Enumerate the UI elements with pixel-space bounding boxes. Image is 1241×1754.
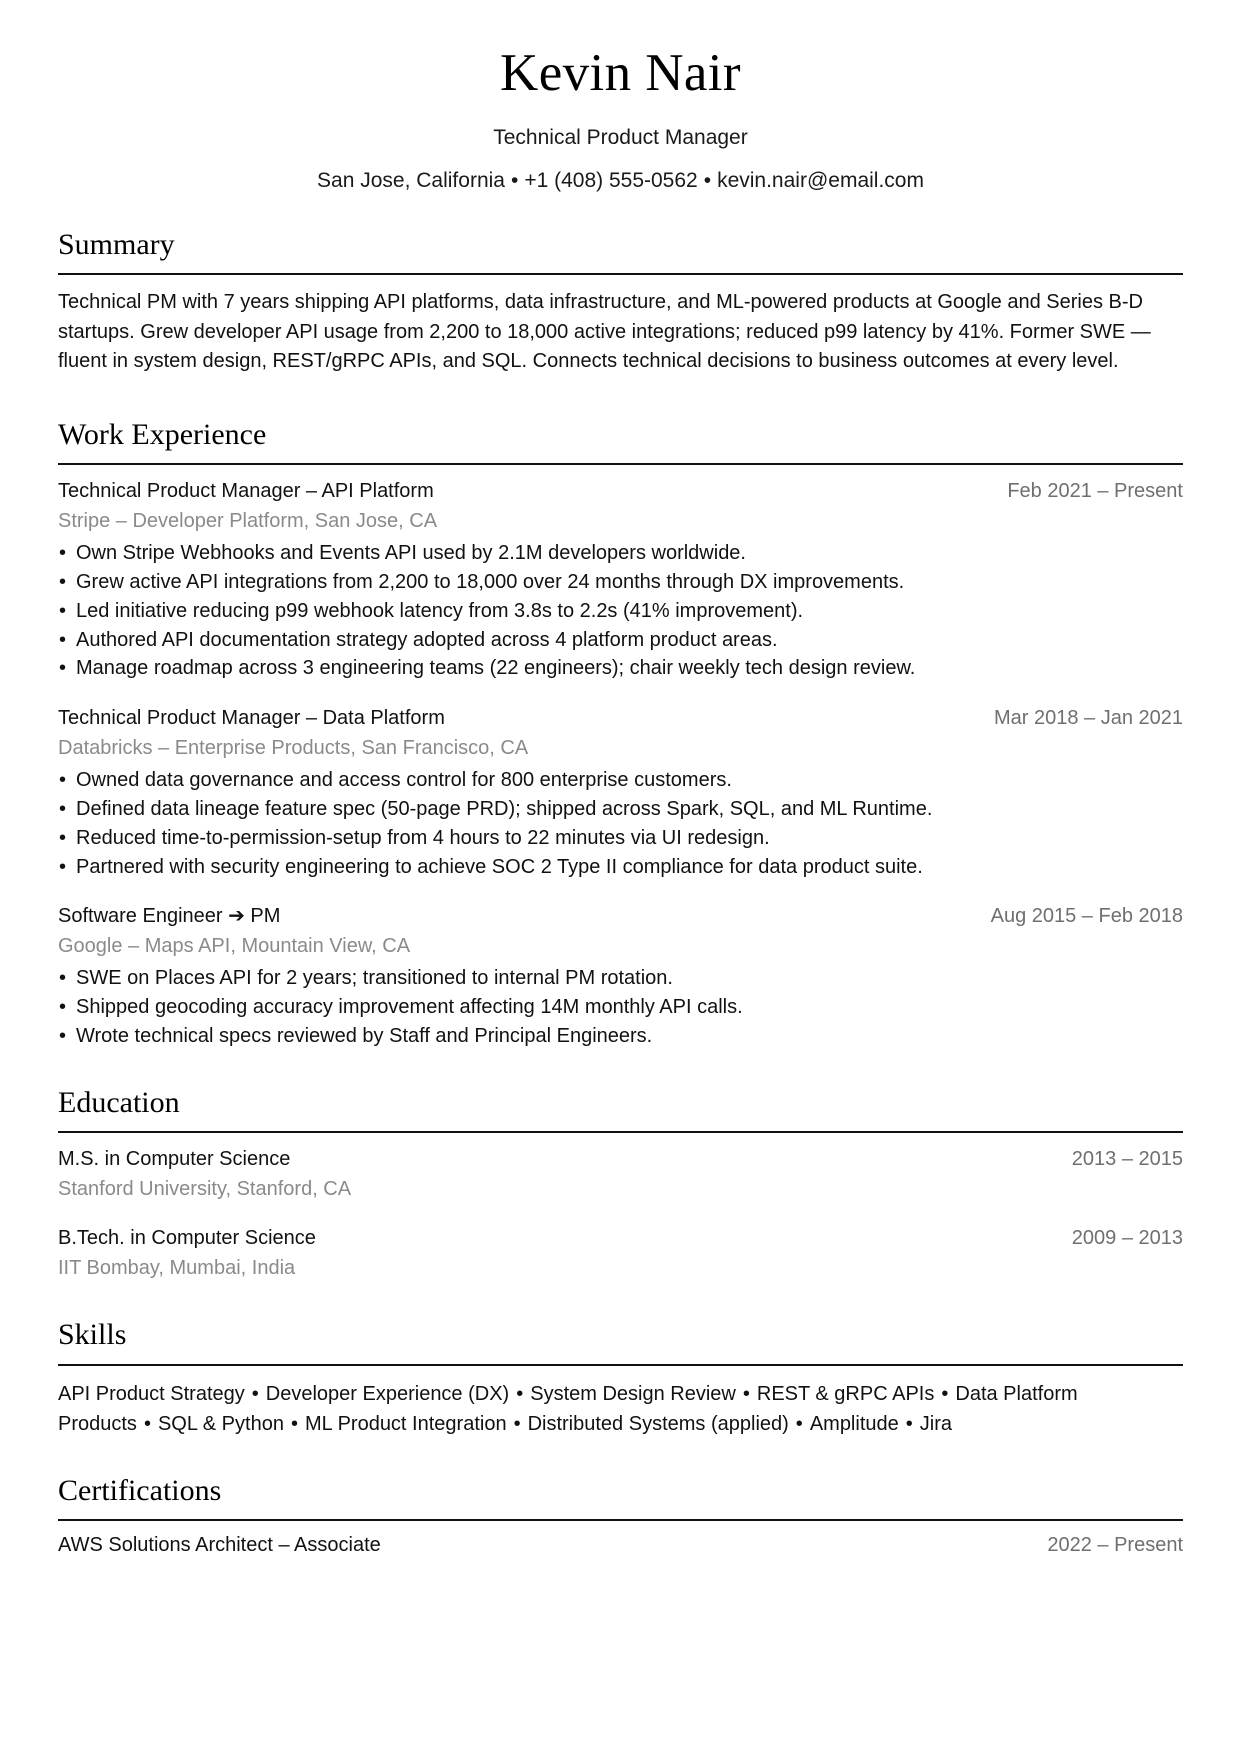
work-entry-org: Google – Maps API, Mountain View, CA (58, 935, 411, 958)
bullet-item: • Owned data governance and access control for 800 enterprise customers. (58, 766, 1183, 795)
skill-item: ML Product Integration (304, 1412, 507, 1435)
work-entry-bullets (58, 964, 1183, 1050)
skill-item: API Product Strategy (58, 1382, 245, 1405)
contact-location: San Jose, California (317, 168, 505, 192)
work-entry-role: Technical Product Manager – API Platform (58, 480, 434, 503)
section-title-certifications: Certifications (58, 1473, 222, 1507)
work-entry-dates: Feb 2021 – Present (1007, 480, 1183, 503)
work-entry-role: Software Engineer ➔ PM (58, 905, 281, 928)
contact-line (58, 168, 1183, 193)
candidate-title: Technical Product Manager (493, 126, 748, 150)
work-entry-org: Databricks – Enterprise Products, San Francisco, CA (58, 737, 529, 760)
education-entry (58, 1146, 1183, 1204)
section-divider-summary (58, 273, 1183, 275)
education-dates: 2013 – 2015 (1071, 1148, 1183, 1171)
section-divider-skills (58, 1364, 1183, 1366)
education-dates: 2009 – 2013 (1071, 1227, 1183, 1250)
work-entry (58, 705, 1183, 881)
skill-item: REST & gRPC APIs (756, 1382, 935, 1405)
bullet-item: • Partnered with security engineering to achieve SOC 2 Type II compliance for data product suite. (58, 853, 1183, 882)
section-work-experience (58, 417, 1183, 1051)
education-degree: M.S. in Computer Science (58, 1148, 291, 1171)
education-entry-header (58, 1225, 1183, 1252)
skill-item: Developer Experience (DX) (265, 1382, 510, 1405)
bullet-item: • Grew active API integrations from 2,200 to 18,000 over 24 months through DX improvements. (58, 568, 1183, 597)
education-entry (58, 1225, 1183, 1283)
contact-phone: +1 (408) 555-0562 (524, 168, 698, 192)
education-school: Stanford University, Stanford, CA (58, 1178, 352, 1201)
section-title-summary: Summary (58, 227, 175, 261)
skill-separator: • (290, 1412, 298, 1435)
certification-entry (58, 1534, 1183, 1557)
work-entry-bullets (58, 539, 1183, 683)
skill-separator: • (941, 1382, 949, 1405)
work-entry-header (58, 478, 1183, 505)
bullet-item: • Led initiative reducing p99 webhook latency from 3.8s to 2.2s (41% improvement). (58, 597, 1183, 626)
skill-item: Distributed Systems (applied) (527, 1412, 789, 1435)
bullet-item: • Wrote technical specs reviewed by Staff and Principal Engineers. (58, 1022, 1183, 1051)
work-entry-role: Technical Product Manager – Data Platform (58, 707, 445, 730)
education-school: IIT Bombay, Mumbai, India (58, 1257, 296, 1280)
section-divider-certifications (58, 1519, 1183, 1521)
section-certifications (58, 1473, 1183, 1560)
skill-separator: • (742, 1382, 750, 1405)
certification-dates: 2022 – Present (1047, 1534, 1183, 1557)
skills-list (58, 1379, 1183, 1439)
skill-separator: • (143, 1412, 151, 1435)
bullet-item: • Own Stripe Webhooks and Events API used by 2.1M developers worldwide. (58, 539, 1183, 568)
bullet-item: • SWE on Places API for 2 years; transitioned to internal PM rotation. (58, 964, 1183, 993)
education-degree: B.Tech. in Computer Science (58, 1227, 316, 1250)
section-divider-education (58, 1131, 1183, 1133)
work-entry (58, 903, 1183, 1050)
section-title-work: Work Experience (58, 417, 267, 451)
contact-separator-1: • (510, 168, 519, 192)
work-entry-dates: Aug 2015 – Feb 2018 (990, 905, 1183, 928)
section-summary (58, 227, 1183, 377)
bullet-item: • Manage roadmap across 3 engineering teams (22 engineers); chair weekly tech design review. (58, 654, 1183, 683)
skill-separator: • (516, 1382, 524, 1405)
bullet-item: • Authored API documentation strategy adopted across 4 platform product areas. (58, 626, 1183, 655)
education-entry-header (58, 1146, 1183, 1173)
bullet-item: • Defined data lineage feature spec (50-page PRD); shipped across Spark, SQL, and ML Runtime. (58, 795, 1183, 824)
skill-separator: • (795, 1412, 803, 1435)
section-divider-work (58, 463, 1183, 465)
skill-item: Amplitude (809, 1412, 899, 1435)
skill-item: System Design Review (530, 1382, 736, 1405)
skill-item: Data Platform Products (58, 1382, 1078, 1435)
skill-separator: • (905, 1412, 913, 1435)
work-entry-org: Stripe – Developer Platform, San Jose, CA (58, 510, 438, 533)
work-entry (58, 478, 1183, 683)
bullet-item: • Reduced time-to-permission-setup from 4 hours to 22 minutes via UI redesign. (58, 824, 1183, 853)
candidate-name: Kevin Nair (500, 44, 741, 102)
bullet-item: • Shipped geocoding accuracy improvement affecting 14M monthly API calls. (58, 993, 1183, 1022)
section-title-education: Education (58, 1085, 180, 1119)
work-entry-header (58, 705, 1183, 732)
work-entry-dates: Mar 2018 – Jan 2021 (993, 707, 1183, 730)
work-entry-bullets (58, 766, 1183, 881)
skill-separator: • (251, 1382, 259, 1405)
contact-email[interactable]: kevin.nair@email.com (717, 168, 924, 192)
skill-item: SQL & Python (157, 1412, 284, 1435)
certification-name: AWS Solutions Architect – Associate (58, 1534, 381, 1557)
skill-separator: • (513, 1412, 521, 1435)
work-entry-header (58, 903, 1183, 930)
skill-item: Jira (919, 1412, 952, 1435)
contact-separator-2: • (703, 168, 712, 192)
resume-header (58, 44, 1183, 193)
section-title-skills: Skills (58, 1318, 127, 1352)
certifications-list (58, 1534, 1183, 1560)
section-skills (58, 1317, 1183, 1438)
section-education (58, 1085, 1183, 1283)
summary-text: Technical PM with 7 years shipping API platforms, data infrastructure, and ML-powered products at Google and Series B-D startups. Grew developer API usage from 2,200 to 18,000 active integrations; reduced p99 latency by 41%. Former SWE — fluent in system design, REST/gRPC APIs, and SQL. Connects technical decisions to business outcomes at every level. (58, 291, 1151, 373)
